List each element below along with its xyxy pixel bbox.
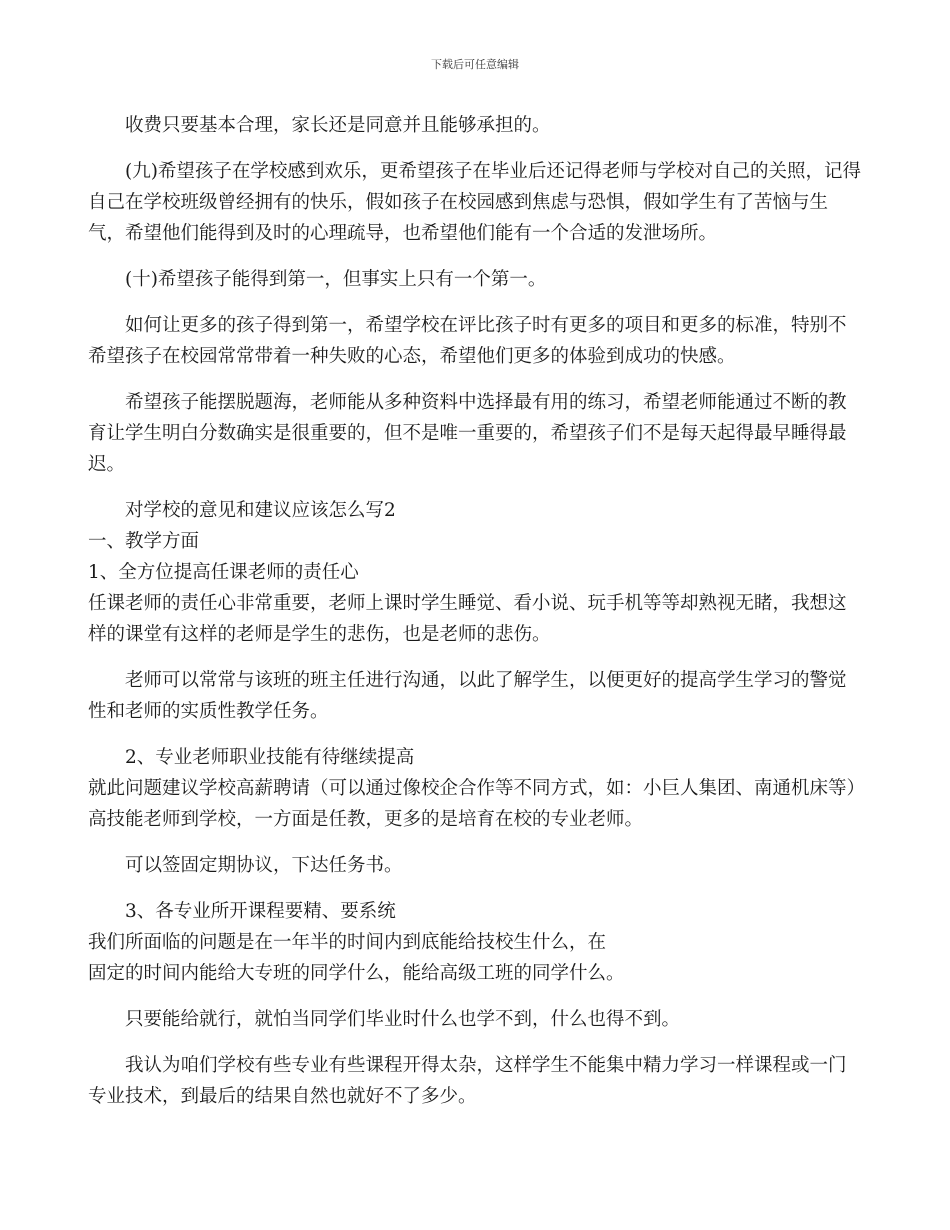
paragraph: 收费只要基本合理，家长还是同意并且能够承担的。 (125, 115, 551, 136)
subsection-heading: 1、全方位提高任课老师的责任心 (88, 562, 359, 583)
section-heading: 一、教学方面 (88, 531, 200, 552)
subsection-heading: 3、各专业所开课程要精、要系统 (125, 901, 396, 922)
paragraph: 如何让更多的孩子得到第一，希望学校在评比孩子时有更多的项目和更多的标准，特别不希望孩子在校园常常带着一种失败的心态，希望他们更多的体验到成功的快感。 (88, 315, 847, 367)
paragraph: 我们所面临的问题是在一年半的时间内到底能给技校生什么，在 (88, 932, 607, 953)
paragraph: 就此问题建议学校高薪聘请（可以通过像校企合作等不同方式，如：小巨人集团、南通机床等）高技能老师到学校，一方面是任教，更多的是培育在校的专业老师。 (88, 778, 856, 830)
paragraph: 老师可以常常与该班的班主任进行沟通，以此了解学生，以便更好的提高学生学习的警觉性和老师的实质性教学任务。 (88, 670, 847, 722)
paragraph: 可以签固定期协议，下达任务书。 (125, 855, 403, 876)
paragraph: 固定的时间内能给大专班的同学什么，能给高级工班的同学什么。 (88, 963, 625, 984)
paragraph: 希望孩子能摆脱题海，老师能从多种资料中选择最有用的练习，希望老师能通过不断的教育让学生明白分数确实是很重要的，但不是唯一重要的，希望孩子们不是每天起得最早睡得最迟。 (88, 392, 847, 475)
paragraph: 我认为咱们学校有些专业有些课程开得太杂，这样学生不能集中精力学习一样课程或一门专业技术，到最后的结果自然也就好不了多少。 (88, 1055, 847, 1107)
section-title: 对学校的意见和建议应该怎么写2 (125, 500, 396, 521)
subsection-heading: 2、专业老师职业技能有待继续提高 (125, 747, 415, 768)
page-header: 下载后可任意编辑 (431, 58, 519, 71)
paragraph: (九)希望孩子在学校感到欢乐，更希望孩子在毕业后还记得老师与学校对自己的关照，记得自己在学校班级曾经拥有的快乐，假如孩子在校园感到焦虑与恐惧，假如学生有了苦恼与生气，希望他们能得到及时的心理疏导，也希望他们能有一个合适的发泄场所。 (88, 161, 861, 244)
document-body (88, 110, 862, 1112)
paragraph: 只要能给就行，就怕当同学们毕业时什么也学不到，什么也得不到。 (125, 1009, 681, 1030)
paragraph: (十)希望孩子能得到第一，但事实上只有一个第一。 (125, 269, 547, 290)
paragraph: 任课老师的责任心非常重要，老师上课时学生睡觉、看小说、玩手机等等却熟视无睹，我想这样的课堂有这样的老师是学生的悲伤，也是老师的悲伤。 (88, 593, 847, 645)
